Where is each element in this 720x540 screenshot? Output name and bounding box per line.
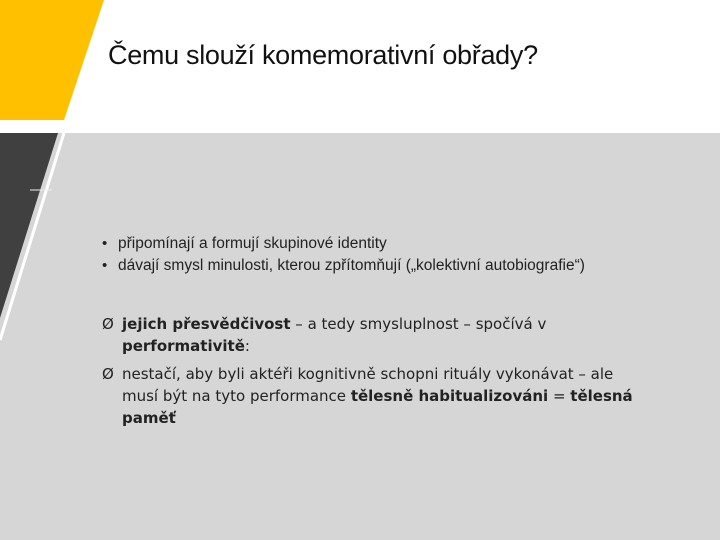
bullet-item — [102, 233, 642, 255]
bullet-marker: • — [102, 235, 108, 252]
emphasis-text: tělesně habitualizováni — [350, 387, 549, 405]
bullet-text: připomínají a formují skupinové identity — [118, 235, 387, 252]
slide-body — [102, 233, 642, 429]
yellow-accent-shape — [0, 0, 104, 120]
arrow-marker-icon: Ø — [102, 315, 114, 333]
plain-text: : — [244, 337, 250, 355]
emphasis-text: performativitě — [122, 337, 245, 355]
bullet-item — [102, 255, 642, 277]
bullet-text: dávají smysl minulosti, kterou zpřítomňují („kolektivní autobiografie“) — [118, 257, 585, 274]
emphasis-text: jejich přesvědčivost — [122, 315, 291, 333]
arrow-text — [122, 315, 546, 355]
arrow-text — [122, 365, 633, 427]
dark-gray-accent-shape — [0, 133, 58, 318]
arrow-item — [102, 363, 642, 429]
bullet-marker: • — [102, 257, 108, 274]
plain-text: – a tedy smysluplnost – spočívá v — [290, 315, 547, 333]
emphasis-text: tělesná paměť — [122, 387, 633, 427]
arrow-marker-icon: Ø — [102, 365, 114, 383]
plain-text: = — [548, 387, 571, 405]
arrow-item — [102, 313, 642, 357]
slide-title: Čemu slouží komemorativní obřady? — [108, 40, 538, 70]
plain-text: nestačí, aby byli aktéři kognitivně schopni rituály vykonávat – ale musí být na tyto performance — [122, 365, 614, 405]
